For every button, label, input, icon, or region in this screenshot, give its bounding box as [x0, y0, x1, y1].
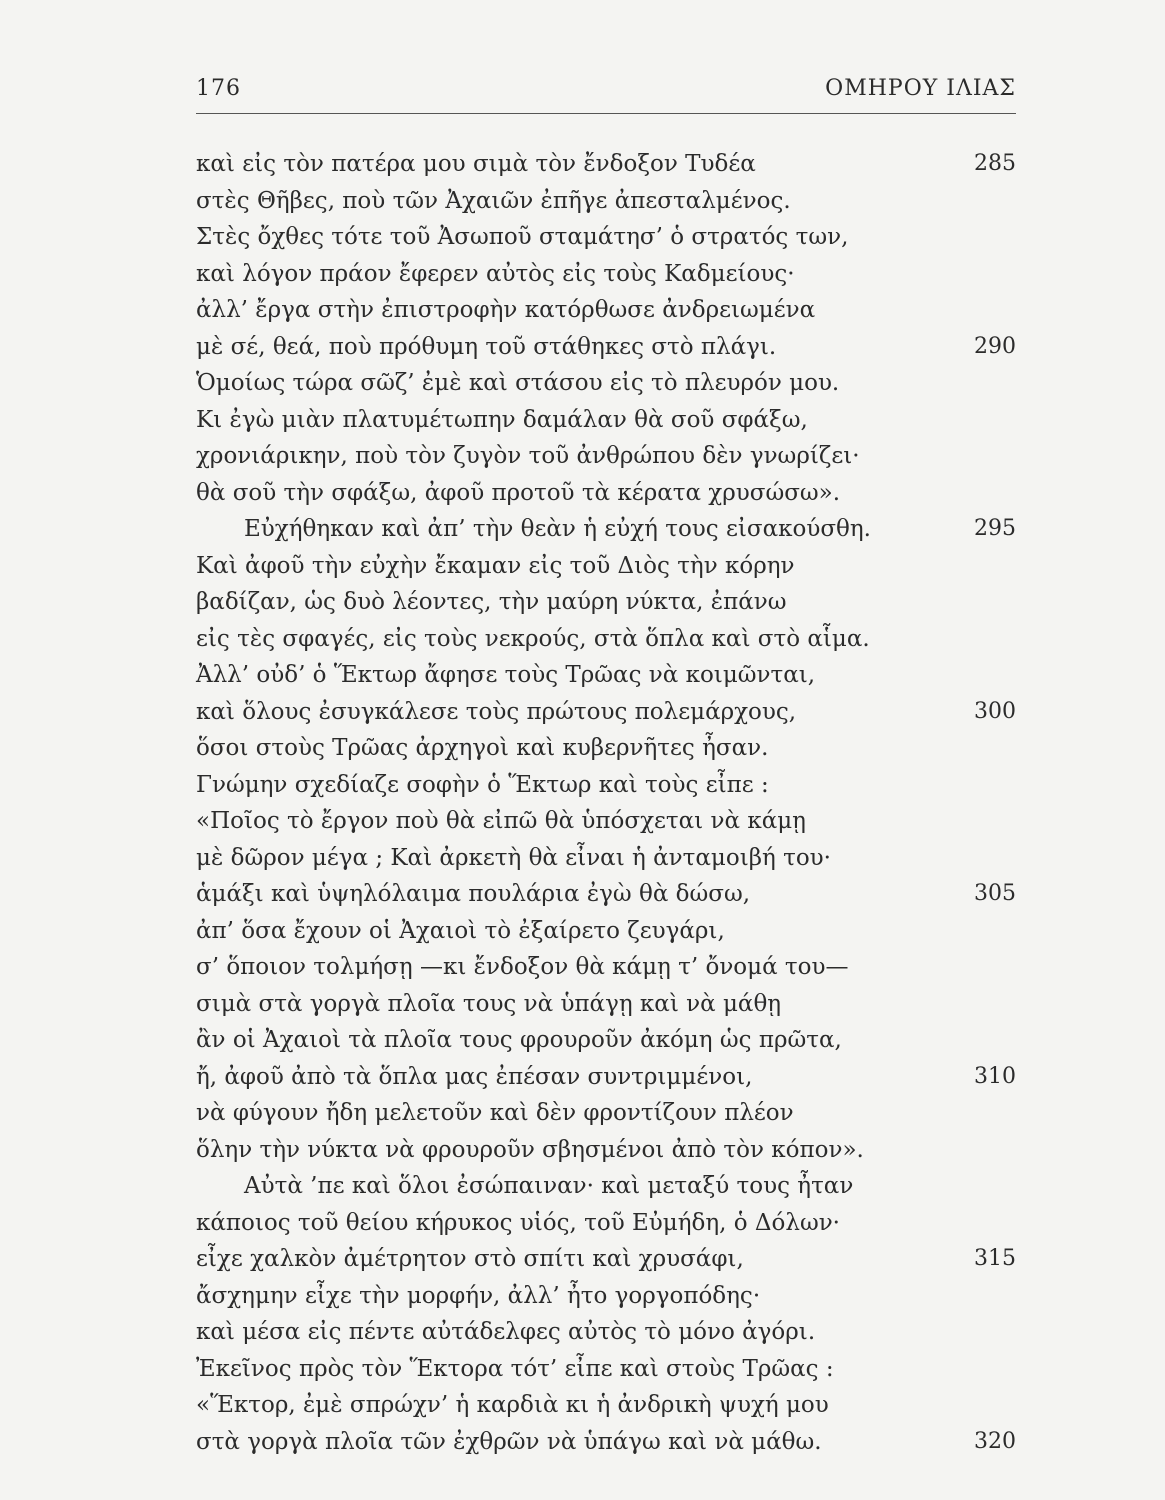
verse-text: ἂν οἱ Ἀχαιοὶ τὰ πλοῖα τους φρουροῦν ἀκόμη ὡς πρῶτα,: [196, 1027, 842, 1053]
verse-line: [196, 1241, 1016, 1278]
verse-text: «Ἕκτορ, ἐμὲ σπρώχν’ ἡ καρδιὰ κι ἡ ἀνδρικὴ ψυχή μου: [196, 1392, 829, 1418]
verse-text: ὅλην τὴν νύκτα νὰ φρουροῦν σβησμένοι ἀπὸ τὸν κόπον».: [196, 1136, 864, 1163]
verse-text: εἰς τὲς σφαγές, εἰς τοὺς νεκρούς, στὰ ὅπλα καὶ στὸ αἷμα.: [196, 625, 870, 652]
verse-line: [196, 1168, 1016, 1205]
verse-text: «Ποῖος τὸ ἔργον ποὺ θὰ εἰπῶ θὰ ὑπόσχεται νὰ κάμῃ: [196, 808, 806, 834]
verse-text: βαδίζαν, ὡς δυὸ λέοντες, τὴν μαύρη νύκτα, ἐπάνω: [196, 589, 787, 615]
verse-line: [196, 219, 1016, 256]
verse-line-number: 305: [974, 881, 1016, 906]
verse-line: [196, 840, 1016, 877]
verse-text: Ὁμοίως τώρα σῶζ’ ἐμὲ καὶ στάσου εἰς τὸ πλευρόν μου.: [196, 370, 840, 396]
verse-text: καὶ ὅλους ἐσυγκάλεσε τοὺς πρώτους πολεμάρχους,: [196, 698, 797, 725]
verse-line: [196, 657, 1016, 694]
verse-text: καὶ λόγον πράον ἔφερεν αὐτὸς εἰς τοὺς Καδμείους·: [196, 260, 795, 287]
verse-line: [196, 1424, 1016, 1461]
verse-text: ἤ, ἀφοῦ ἀπὸ τὰ ὅπλα μας ἐπέσαν συντριμμένοι,: [196, 1063, 753, 1090]
verse-line: [196, 183, 1016, 220]
verse-text: ἀπ’ ὅσα ἔχουν οἱ Ἀχαιοὶ τὸ ἐξαίρετο ζευγάρι,: [196, 917, 725, 944]
verse-text: ἀλλ’ ἔργα στὴν ἐπιστροφὴν κατόρθωσε ἀνδρειωμένα: [196, 297, 816, 323]
verse-line: [196, 475, 1016, 512]
verse-line: [196, 767, 1016, 804]
verse-line-number: 300: [974, 698, 1016, 724]
verse-line-number: 310: [974, 1063, 1016, 1089]
header-rule: [196, 113, 1016, 114]
verse-line: [196, 986, 1016, 1023]
verse-line: [196, 621, 1016, 658]
verse-line: [196, 949, 1016, 986]
verse-line: [196, 1205, 1016, 1242]
verse-line: [196, 329, 1016, 366]
verse-text: Γνώμην σχεδίαζε σοφὴν ὁ Ἕκτωρ καὶ τοὺς εἶπε :: [196, 771, 769, 798]
verse-line: [196, 438, 1016, 475]
verse-text: καὶ μέσα εἰς πέντε αὐτάδελφες αὐτὸς τὸ μόνο ἀγόρι.: [196, 1319, 816, 1345]
verse-line-number: 290: [974, 333, 1016, 359]
verse-line-number: 320: [974, 1428, 1016, 1454]
verse-text: Στὲς ὄχθες τότε τοῦ Ἀσωποῦ σταμάτησ’ ὁ στρατός των,: [196, 224, 849, 250]
verse-text: Καὶ ἀφοῦ τὴν εὐχὴν ἔκαμαν εἰς τοῦ Διὸς τὴν κόρην: [196, 552, 795, 579]
verse-line: [196, 913, 1016, 950]
verse-text: ἄσχημην εἶχε τὴν μορφήν, ἀλλ’ ἦτο γοργοπόδης·: [196, 1282, 761, 1309]
verse-line: [196, 1132, 1016, 1169]
verse-line: [196, 694, 1016, 731]
verse-text: σιμὰ στὰ γοργὰ πλοῖα τους νὰ ὑπάγῃ καὶ νὰ μάθῃ: [196, 990, 782, 1017]
verse-text: Κι ἐγὼ μιὰν πλατυμέτωπην δαμάλαν θὰ σοῦ σφάξω,: [196, 406, 808, 433]
verse-text: μὲ σέ, θεά, ποὺ πρόθυμη τοῦ στάθηκες στὸ πλάγι.: [196, 333, 777, 360]
verse-text: Ἐκεῖνος πρὸς τὸν Ἕκτορα τότ’ εἶπε καὶ στοὺς Τρῶας :: [196, 1355, 834, 1382]
page-header: [196, 76, 1016, 112]
verse-text: κάποιος τοῦ θείου κήρυκος υἱός, τοῦ Εὐμήδη, ὁ Δόλων·: [196, 1209, 840, 1236]
verse-text: Αὐτὰ ’πε καὶ ὅλοι ἐσώπαιναν· καὶ μεταξύ τους ἦταν: [244, 1173, 854, 1199]
verse-line: [196, 730, 1016, 767]
running-title: ΟΜΗΡΟΥ ΙΛΙΑΣ: [825, 76, 1016, 101]
verse-text: ὅσοι στοὺς Τρῶας ἀρχηγοὶ καὶ κυβερνῆτες ἦσαν.: [196, 735, 769, 761]
verse-line-number: 315: [974, 1246, 1016, 1271]
verse-text: εἶχε χαλκὸν ἀμέτρητον στὸ σπίτι καὶ χρυσάφι,: [196, 1246, 744, 1272]
verse-text: μὲ δῶρον μέγα ; Καὶ ἀρκετὴ θὰ εἶναι ἡ ἀνταμοιβή του·: [196, 844, 831, 871]
verse-text: ἁμάξι καὶ ὑψηλόλαιμα πουλάρια ἐγὼ θὰ δώσω,: [196, 881, 751, 907]
verse-line: [196, 146, 1016, 183]
verse-line: [196, 876, 1016, 913]
verse-text: χρονιάρικην, ποὺ τὸν ζυγὸν τοῦ ἀνθρώπου δὲν γνωρίζει·: [196, 443, 860, 469]
verse-line: [196, 1351, 1016, 1388]
page-number: 176: [196, 76, 241, 101]
verse-line: [196, 584, 1016, 621]
verse-line: [196, 256, 1016, 293]
verse-line: [196, 1278, 1016, 1315]
verse-text: Εὐχήθηκαν καὶ ἀπ’ τὴν θεὰν ἡ εὐχή τους εἰσακούσθη.: [244, 516, 871, 542]
verse-line: [196, 365, 1016, 402]
verse-text: Ἀλλ’ οὐδ’ ὁ Ἕκτωρ ἄφησε τοὺς Τρῶας νὰ κοιμῶνται,: [196, 662, 816, 688]
verse-line: [196, 1314, 1016, 1351]
verse-text: θὰ σοῦ τὴν σφάξω, ἀφοῦ προτοῦ τὰ κέρατα χρυσώσω».: [196, 479, 841, 506]
verse-line: [196, 292, 1016, 329]
verse-line: [196, 1095, 1016, 1132]
verse-line: [196, 1387, 1016, 1424]
verse-line-number: 295: [974, 516, 1016, 541]
verse-text: στὲς Θῆβες, ποὺ τῶν Ἀχαιῶν ἐπῆγε ἀπεσταλμένος.: [196, 187, 791, 214]
verse-line: [196, 548, 1016, 585]
verse-line: [196, 511, 1016, 548]
verse-line: [196, 1022, 1016, 1059]
verse-text: νὰ φύγουν ἤδη μελετοῦν καὶ δὲν φροντίζουν πλέον: [196, 1100, 794, 1126]
verse-line: [196, 1059, 1016, 1096]
verse-text: στὰ γοργὰ πλοῖα τῶν ἐχθρῶν νὰ ὑπάγω καὶ νὰ μάθω.: [196, 1428, 822, 1455]
verse-list: [196, 146, 1016, 1460]
verse-line-number: 285: [974, 151, 1016, 176]
verse-text: καὶ εἰς τὸν πατέρα μου σιμὰ τὸν ἔνδοξον Τυδέα: [196, 151, 756, 177]
verse-line: [196, 803, 1016, 840]
verse-line: [196, 402, 1016, 439]
verse-text: σ’ ὅποιον τολμήσῃ —κι ἔνδοξον θὰ κάμῃ τ’ ὄνομά του—: [196, 954, 849, 980]
